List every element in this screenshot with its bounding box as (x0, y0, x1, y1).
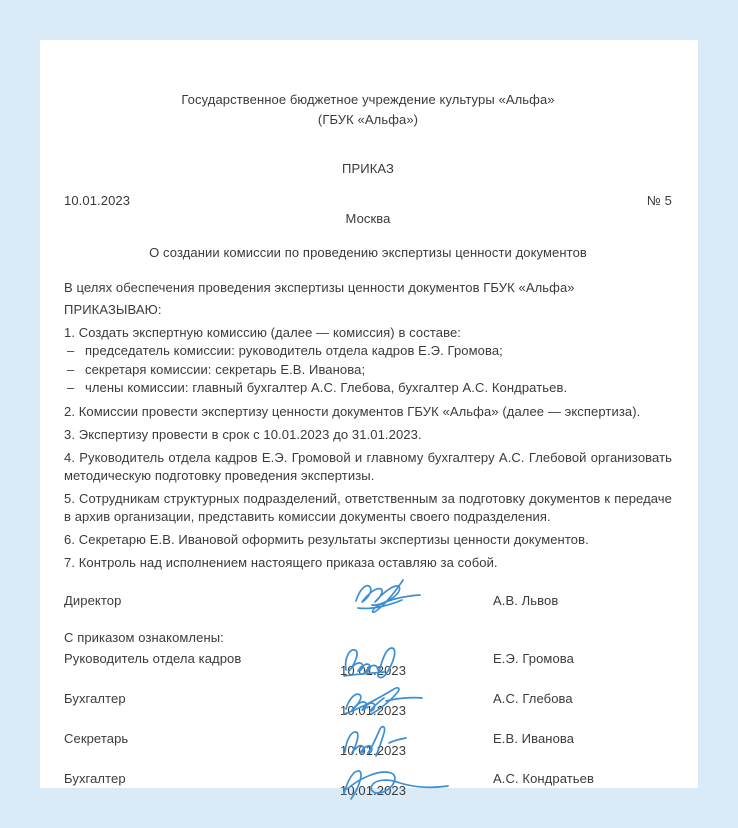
order-item-4: 4. Руководитель отдела кадров Е.Э. Громовой и главному бухгалтеру А.С. Глебовой организовать методическую подготовку проведения экспертизы. (64, 449, 672, 483)
list-dash-marker: – (67, 380, 75, 395)
document-type-title: ПРИКАЗ (342, 161, 394, 176)
signature-date: 10.01.2023 (340, 662, 407, 678)
acknowledgement-row (64, 730, 672, 770)
commission-list (64, 342, 672, 398)
document-city: Москва (345, 211, 391, 226)
order-item-2: 2. Комиссии провести экспертизу ценности документов ГБУК «Альфа» (далее — экспертиза). (64, 403, 641, 419)
document-number: № 5 (646, 193, 672, 208)
order-item-6: 6. Секретарю Е.В. Ивановой оформить результаты экспертизы ценности документов. (64, 531, 589, 547)
signature-date: 10.01.2023 (340, 702, 407, 718)
signature-lvov-icon (346, 574, 458, 618)
list-dash-marker: – (67, 361, 75, 377)
signer-name: Е.В. Иванова (493, 730, 575, 746)
date-number-row (64, 192, 672, 210)
intro-paragraph: В целях обеспечения проведения экспертизы ценности документов ГБУК «Альфа» (64, 280, 575, 295)
signature-cell (336, 592, 493, 610)
list-item-text: члены комиссии: главный бухгалтер А.С. Глебова, бухгалтер А.С. Кондратьев. (85, 380, 568, 395)
signer-title: Секретарь (64, 730, 129, 746)
list-item (64, 361, 672, 380)
list-dash-marker: – (67, 343, 75, 358)
list-item-text: секретаря комиссии: секретарь Е.В. Иванова; (85, 361, 366, 377)
document-date: 10.01.2023 (64, 193, 131, 208)
signature-cell (336, 690, 493, 730)
order-item-5: 5. Сотрудникам структурных подразделений, ответственным за подготовку документов к передаче в архив организации, представить комиссии документы своего подразделения. (64, 490, 672, 524)
order-item-7: 7. Контроль над исполнением настоящего приказа оставляю за собой. (64, 554, 498, 570)
order-document-page (40, 40, 698, 798)
acknowledged-label: С приказом ознакомлены: (64, 629, 224, 645)
org-name-line1: Государственное бюджетное учреждение культуры «Альфа» (181, 92, 555, 107)
signature-cell (336, 770, 493, 810)
director-signature-row (64, 592, 672, 610)
signature-date: 10.01.2023 (340, 742, 407, 758)
acknowledgement-row (64, 650, 672, 690)
list-item (64, 342, 672, 361)
list-item (64, 379, 672, 398)
document-subject: О создании комиссии по проведению экспертизы ценности документов (149, 245, 587, 260)
signer-title: Бухгалтер (64, 770, 126, 786)
signature-cell (336, 650, 493, 690)
org-name-line2: (ГБУК «Альфа») (317, 112, 419, 127)
signature-date: 10.01.2023 (340, 782, 407, 798)
signer-name: Е.Э. Громова (493, 650, 574, 666)
signature-cell (336, 730, 493, 770)
signer-title: Директор (64, 592, 122, 608)
signer-title: Бухгалтер (64, 690, 126, 706)
decree-word: ПРИКАЗЫВАЮ: (64, 302, 162, 317)
acknowledgement-row (64, 770, 672, 810)
signer-name: А.В. Львов (493, 592, 559, 608)
order-item-3: 3. Экспертизу провести в срок с 10.01.2023 до 31.01.2023. (64, 426, 422, 442)
signer-title: Руководитель отдела кадров (64, 650, 242, 666)
acknowledgement-row (64, 690, 672, 730)
signer-name: А.С. Глебова (493, 690, 573, 706)
signer-name: А.С. Кондратьев (493, 770, 594, 786)
order-item-1: 1. Создать экспертную комиссию (далее — комиссия) в составе: (64, 325, 461, 340)
list-item-text: председатель комиссии: руководитель отдела кадров Е.Э. Громова; (85, 343, 503, 358)
